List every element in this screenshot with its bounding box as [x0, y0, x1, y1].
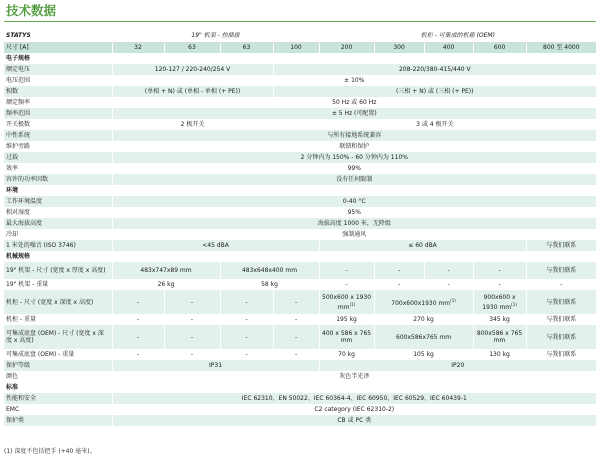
size-cell: 600	[473, 42, 526, 53]
cell-value: 58 kg	[220, 279, 319, 290]
cell-value: -	[164, 290, 220, 314]
section-environment	[4, 185, 596, 196]
cell-value: -	[164, 314, 220, 325]
cell-value: <45 dBA	[112, 240, 319, 251]
row-label: 容许的功率因数	[4, 174, 112, 185]
section-title: 环境	[4, 185, 596, 196]
row-label: 保护等级	[4, 360, 112, 371]
cell-text: 700x600x1930 mm	[391, 300, 451, 307]
cell-value: -	[220, 325, 273, 349]
cell-value: -	[374, 279, 424, 290]
cell-value: 海拔高度 1000 米，无降级	[112, 218, 596, 229]
cell-value: 95%	[112, 207, 596, 218]
table-row	[4, 404, 596, 415]
cell-value: 270 kg	[374, 314, 473, 325]
cell-value: -	[273, 314, 319, 325]
size-cell: 32	[112, 42, 164, 53]
section-title: 标准	[4, 382, 596, 393]
row-label: 机柜 - 尺寸 (宽度 x 深度 x 高度)	[4, 290, 112, 314]
cell-value: 3 或 4 极开关	[273, 119, 596, 130]
row-label: 可集成底盘 (OEM) - 尺寸 (宽度 x 深度 x 高度)	[4, 325, 112, 349]
size-label: 尺寸 [A]	[4, 42, 112, 53]
cell-value: 800x586 x 765 mm	[473, 325, 526, 349]
cell-value: 与所有接地系统兼容	[112, 130, 596, 141]
cell-value: 2 极开关	[112, 119, 273, 130]
table-row	[4, 360, 596, 371]
cell-value: -	[220, 290, 273, 314]
table-row	[4, 75, 596, 86]
row-label: 额定频率	[4, 97, 112, 108]
cell-value: 与我们联系	[526, 262, 596, 279]
size-cell: 63	[220, 42, 273, 53]
cell-value: -	[164, 349, 220, 360]
row-label: 19" 机架 - 尺寸 (宽度 x 厚度 x 高度)	[4, 262, 112, 279]
row-label: 1 米处的噪音 (ISO 3746)	[4, 240, 112, 251]
cell-value: 130 kg	[473, 349, 526, 360]
size-cell: 63	[164, 42, 220, 53]
table-row	[4, 108, 596, 119]
row-label: 频率范围	[4, 108, 112, 119]
table-row	[4, 415, 596, 426]
table-row	[4, 64, 596, 75]
row-label: 机柜 - 重量	[4, 314, 112, 325]
footnote-ref: (1)	[450, 298, 456, 303]
table-row	[4, 349, 596, 360]
cell-value: 120-127 / 220-240/254 V	[112, 64, 273, 75]
cell-value: 2 分钟内为 150% - 60 分钟内为 110%	[112, 152, 596, 163]
cell-value: 与我们联系	[526, 314, 596, 325]
cell-value: -	[526, 279, 596, 290]
cell-value: 联锁和保护	[112, 141, 596, 152]
cell-value: -	[273, 349, 319, 360]
row-label: 工作环境温度	[4, 196, 112, 207]
row-label: 最大海拔高度	[4, 218, 112, 229]
cell-value: C2 category (IEC 62310-2)	[112, 404, 596, 415]
cell-value: 600x586x765 mm	[374, 325, 473, 349]
table-row	[4, 152, 596, 163]
group-rack-header: 19" 机架 - 热插拔	[112, 30, 319, 42]
table-row	[4, 262, 596, 279]
cell-value: 与我们联系	[526, 325, 596, 349]
cell-value: 99%	[112, 163, 596, 174]
table-row	[4, 207, 596, 218]
table-row	[4, 130, 596, 141]
cell-value: -	[164, 325, 220, 349]
size-cell: 800 至 4000	[526, 42, 596, 53]
row-label: 维护旁路	[4, 141, 112, 152]
row-label: 效率	[4, 163, 112, 174]
cell-value: CB 或 PC 类	[112, 415, 596, 426]
cell-value: -	[473, 262, 526, 279]
row-label: 额定电压	[4, 64, 112, 75]
table-header-row	[4, 30, 596, 42]
size-cell: 200	[319, 42, 374, 53]
cell-value: 26 kg	[112, 279, 220, 290]
section-title: 机械规格	[4, 251, 596, 262]
cell-value: (单相 + N) 或 (单相 - 单相 (+ PE))	[112, 86, 273, 97]
cell-value	[473, 290, 526, 314]
row-label: 19" 机架 - 重量	[4, 279, 112, 290]
cell-text: 500x600 x 1930 mm	[322, 293, 372, 311]
row-label: 性能和安全	[4, 393, 112, 404]
table-row	[4, 240, 596, 251]
footnote: (1) 深度不包括把手 (+40 毫米)。	[4, 448, 96, 455]
cell-value: -	[424, 262, 473, 279]
cell-value: -	[112, 325, 164, 349]
table-row	[4, 196, 596, 207]
cell-value: -	[112, 314, 164, 325]
table-row	[4, 229, 596, 240]
cell-value	[374, 290, 473, 314]
cell-value: IEC 62310、EN 50022、IEC 60364-4、IEC 60950、IEC 60529、IEC 60439-1	[112, 393, 596, 404]
row-label: 颜色	[4, 371, 112, 382]
cell-value: 与我们联系	[526, 349, 596, 360]
cell-value: 400 x 586 x 765 mm	[319, 325, 374, 349]
cell-value: IP31	[112, 360, 319, 371]
cell-value: -	[473, 279, 526, 290]
table-row	[4, 86, 596, 97]
table-row	[4, 97, 596, 108]
cell-value: ± 5 Hz (可配置)	[112, 108, 596, 119]
cell-value: -	[424, 279, 473, 290]
cell-value: 强制通风	[112, 229, 596, 240]
section-electrical	[4, 53, 596, 64]
row-label: 保护类	[4, 415, 112, 426]
table-row	[4, 393, 596, 404]
cell-value: 与我们联系	[526, 240, 596, 251]
size-row	[4, 42, 596, 53]
row-label: 过载	[4, 152, 112, 163]
table-row	[4, 163, 596, 174]
table-row	[4, 141, 596, 152]
cell-value: 195 kg	[319, 314, 374, 325]
cell-value: 208-220/380-415/440 V	[273, 64, 596, 75]
page-title: 技术数据	[4, 2, 596, 22]
table-row	[4, 325, 596, 349]
table-row	[4, 174, 596, 185]
table-row	[4, 371, 596, 382]
cell-value: -	[273, 290, 319, 314]
row-label: 电压范围	[4, 75, 112, 86]
cell-value: ≤ 60 dBA	[319, 240, 526, 251]
cell-value: 灰色半光泽	[112, 371, 596, 382]
cell-value: 70 kg	[319, 349, 374, 360]
group-cabinet-header: 机柜 - 可集成的机箱 (OEM)	[319, 30, 596, 42]
cell-value: -	[273, 325, 319, 349]
cell-value: (三相 + N) 或 (三相 (+ PE))	[273, 86, 596, 97]
row-label: 相对湿度	[4, 207, 112, 218]
brand-label: STATYS	[4, 30, 112, 42]
cell-value: -	[220, 349, 273, 360]
section-title: 电子规格	[4, 53, 596, 64]
row-label: 相数	[4, 86, 112, 97]
cell-value: 483x747x89 mm	[112, 262, 220, 279]
size-cell: 100	[273, 42, 319, 53]
cell-value: -	[112, 290, 164, 314]
cell-value: 483x648x400 mm	[220, 262, 319, 279]
cell-value: -	[319, 279, 374, 290]
cell-value: 没有任何限制	[112, 174, 596, 185]
spec-table	[4, 30, 596, 426]
cell-value: 50 Hz 或 60 Hz	[112, 97, 596, 108]
cell-value: -	[112, 349, 164, 360]
row-label: 中性系统	[4, 130, 112, 141]
section-mechanical	[4, 251, 596, 262]
cell-value: 0-40 °C	[112, 196, 596, 207]
cell-value: 与我们联系	[526, 290, 596, 314]
size-cell: 400	[424, 42, 473, 53]
cell-value: 345 kg	[473, 314, 526, 325]
table-row	[4, 314, 596, 325]
table-row	[4, 279, 596, 290]
cell-value: -	[220, 314, 273, 325]
cell-value: 105 kg	[374, 349, 473, 360]
size-cell: 300	[374, 42, 424, 53]
footnote-ref: (1)	[349, 301, 356, 307]
row-label: EMC	[4, 404, 112, 415]
cell-value: -	[319, 262, 374, 279]
row-label: 可集成底盘 (OEM) - 重量	[4, 349, 112, 360]
section-standards	[4, 382, 596, 393]
cell-value: IP20	[319, 360, 596, 371]
table-row	[4, 290, 596, 314]
cell-value: ± 10%	[112, 75, 596, 86]
footnote-ref: (1)	[511, 301, 517, 307]
row-label: 冷却	[4, 229, 112, 240]
cell-value: -	[374, 262, 424, 279]
cell-value	[319, 290, 374, 314]
cell-text: 900x600 x 1930 mm	[482, 293, 516, 311]
table-row	[4, 218, 596, 229]
row-label: 开关极数	[4, 119, 112, 130]
table-row	[4, 119, 596, 130]
